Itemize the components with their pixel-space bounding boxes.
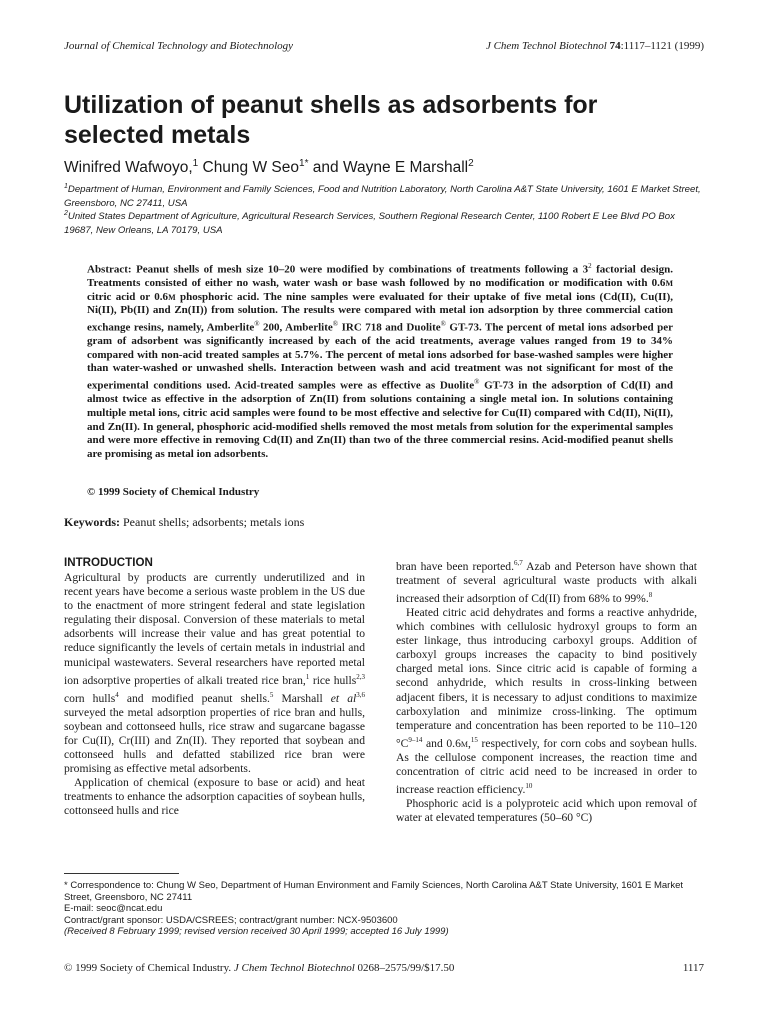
citation-volume: 74: [609, 40, 621, 52]
received-dates: (Received 8 February 1999; revised version received 30 April 1999; accepted 16 July 1999): [64, 926, 449, 938]
footnote-divider: [64, 873, 179, 874]
correspondence-note: * Correspondence to: Chung W Seo, Department of Human Environment and Family Sciences, North Carolina A&T State University, 1601 E Market Street, Greensboro, NC 27411: [64, 880, 684, 903]
corresponding-author-mark: *: [304, 158, 309, 169]
paragraph: Phosphoric acid is a polyproteic acid which upon removal of water at elevated temperatures (50–60 °C): [396, 796, 697, 825]
registered-mark: ®: [332, 320, 339, 329]
paragraph: Application of chemical (exposure to base or acid) and heat treatments to enhance the adsorption capacities of soybean hulls, cottonseed hulls and rice: [64, 776, 365, 818]
keywords: [64, 515, 304, 530]
page-footer: [64, 962, 704, 976]
keywords-label: Keywords:: [64, 515, 120, 529]
author-seo: Chung W Seo: [198, 159, 299, 177]
paragraph: Agricultural by products are currently underutilized and in recent years have become a serious waste problem in the US due to the enactment of more stringent federal and state legislation regulating their disposal. Conversion of these materials to metal adsorbents will increase their value and has great potential to reduce significantly the levels of certain metals in industrial and municipal wastewaters. Several researchers have reported metal ion adsorptive properties of alkali treated rice bran,$^1$ rice hulls$^{2,3}$ corn hulls$^4$ and modified peanut shells.$^5$ Marshall et al$^{3,6}$ surveyed the metal adsorption properties of rice bran and hulls, soybean and cottonseed hulls, rice straw and sugarcane bagasse for Cu(II), Cr(III) and Zn(II). They reported that soybean and cottonseed hulls and defatted stabilized rice bran were promising as effective metal adsorbents.: [64, 571, 366, 775]
affiliation-text: Department of Human, Environment and Family Sciences, Food and Nutrition Laboratory, North Carolina A&T State University, 1601 E Market Street, Greensboro, NC 27411, USA: [64, 184, 701, 209]
author-marshall: and Wayne E Marshall: [308, 159, 469, 177]
footnotes: [64, 880, 704, 938]
author-affil-ref: 2: [468, 158, 474, 169]
abstract-copyright: © 1999 Society of Chemical Industry: [87, 486, 260, 498]
section-heading-introduction: INTRODUCTION: [64, 556, 153, 569]
author-wafwoyo: Winifred Wafwoyo,: [64, 159, 193, 177]
abstract: Abstract: Peanut shells of mesh size 10–20 were modified by combinations of treatments following a $3^2$ factorial design. Treatments consisted of either no wash, water wash or base wash followed by no modification or modification with 0.6m citric acid or 0.6m phosphoric acid. The nine samples were evaluated for their uptake of five metal ions (Cd(II), Cu(II), Ni(II), Pb(II) and Zn(II)) from solution. The results were compared with metal ion adsorption by three commercial cation exchange resins, namely, Amberlite® 200, Amberlite® IRC 718 and Duolite® GT-73. The percent of metal ions adsorbed per gram of adsorbent was significantly increased by each of the acid treatments, average values ranged from 19 to 34% compared with non-acid treated samples at 5.7%. The percent of metal ions adsorbed for base-washed samples were higher than water-washed or unwashed shells. Interaction between wash and acid treatment was not significant for most of the experimental conditions used. Acid-treated samples were as effective as Duolite® GT-73 in the adsorption of Cd(II) and almost twice as effective in the adsorption of Zn(II) from solutions containing a single metal ion. In solutions containing multiple metal ions, citric acid samples were found to be most effective and selective for Cu(II) compared with Cd(II), Ni(II), and Zn(II). In general, phosphoric acid-modified shells removed the most metals from solution for the experimental samples and were more effective in removing Cd(II) and Zn(II) than two of the three commercial resins. Acid-modified peanut shells are promising as metal ion adsorbents.: [87, 262, 674, 460]
affiliation-number: 2: [64, 210, 68, 217]
author-affil-ref: 1: [192, 158, 199, 169]
footer-copyright: © 1999 Society of Chemical Industry. J Chem Technol Biotechnol 0268–2575/99/$17.50: [64, 962, 455, 974]
page-number: 1117: [682, 962, 704, 974]
author-affil-ref: 1*: [299, 158, 309, 169]
registered-mark: ®: [254, 320, 260, 329]
author-list: [64, 154, 704, 178]
paragraph: bran have been reported.$^{6,7}$ Azab and Peterson have shown that treatment of several agricultural waste products with alkali increased their adsorption of Cd(II) from 68% to 99%.$^8$: [396, 559, 697, 605]
body-column-left: [64, 556, 365, 818]
citation-journal: J Chem Technol Biotechnol: [485, 40, 607, 52]
citation-pages: :1117–1121 (1999): [620, 40, 704, 52]
paragraph: Heated citric acid dehydrates and forms a reactive anhydride, which combines with cellulosic hydroxyl groups to form an ester linkage, thus introducing carboxyl groups. Addition of carboxyl groups increases the capacity to bind positively charged metal ions. Since citric acid is capable of forming a second anhydride, which results in cross-linking between adjacent fibers, it is necessary to adjust conditions to maximize carboxylation and minimize cross-linking. The optimum temperature and concentration has been reported to be 110–120 $^\circ C^{9-14}$ and 0.6m,$^{15}$ respectively, for corn cobs and soybean hulls. As the cellulose component increases, the reaction time and concentration of citric acid need to be increased in order to increase reaction efficiency.$^{10}$: [396, 606, 698, 796]
journal-name: Journal of Chemical Technology and Biotechnology: [64, 40, 294, 52]
running-header: [64, 40, 704, 56]
article-title: Utilization of peanut shells as adsorbents for selected metals: [64, 91, 598, 149]
citation: [486, 40, 704, 52]
keywords-text: Peanut shells; adsorbents; metals ions: [120, 515, 305, 529]
affiliation-number: 1: [64, 183, 68, 190]
body-column-right: [396, 556, 697, 825]
registered-mark: ®: [474, 378, 480, 387]
registered-mark: ®: [440, 320, 446, 329]
grant-note: Contract/grant sponsor: USDA/CSREES; contract/grant number: NCX-9503600: [64, 914, 398, 926]
email-note: E-mail: seoc@ncat.edu: [64, 903, 163, 915]
affiliation-1: [64, 180, 704, 210]
affiliation-2: [64, 207, 704, 237]
affiliation-text: United States Department of Agriculture, Agricultural Research Services, Southern Regional Research Center, 1100 Robert E Lee Blvd PO Box 19687, New Orleans, LA 70179, USA: [64, 211, 675, 236]
